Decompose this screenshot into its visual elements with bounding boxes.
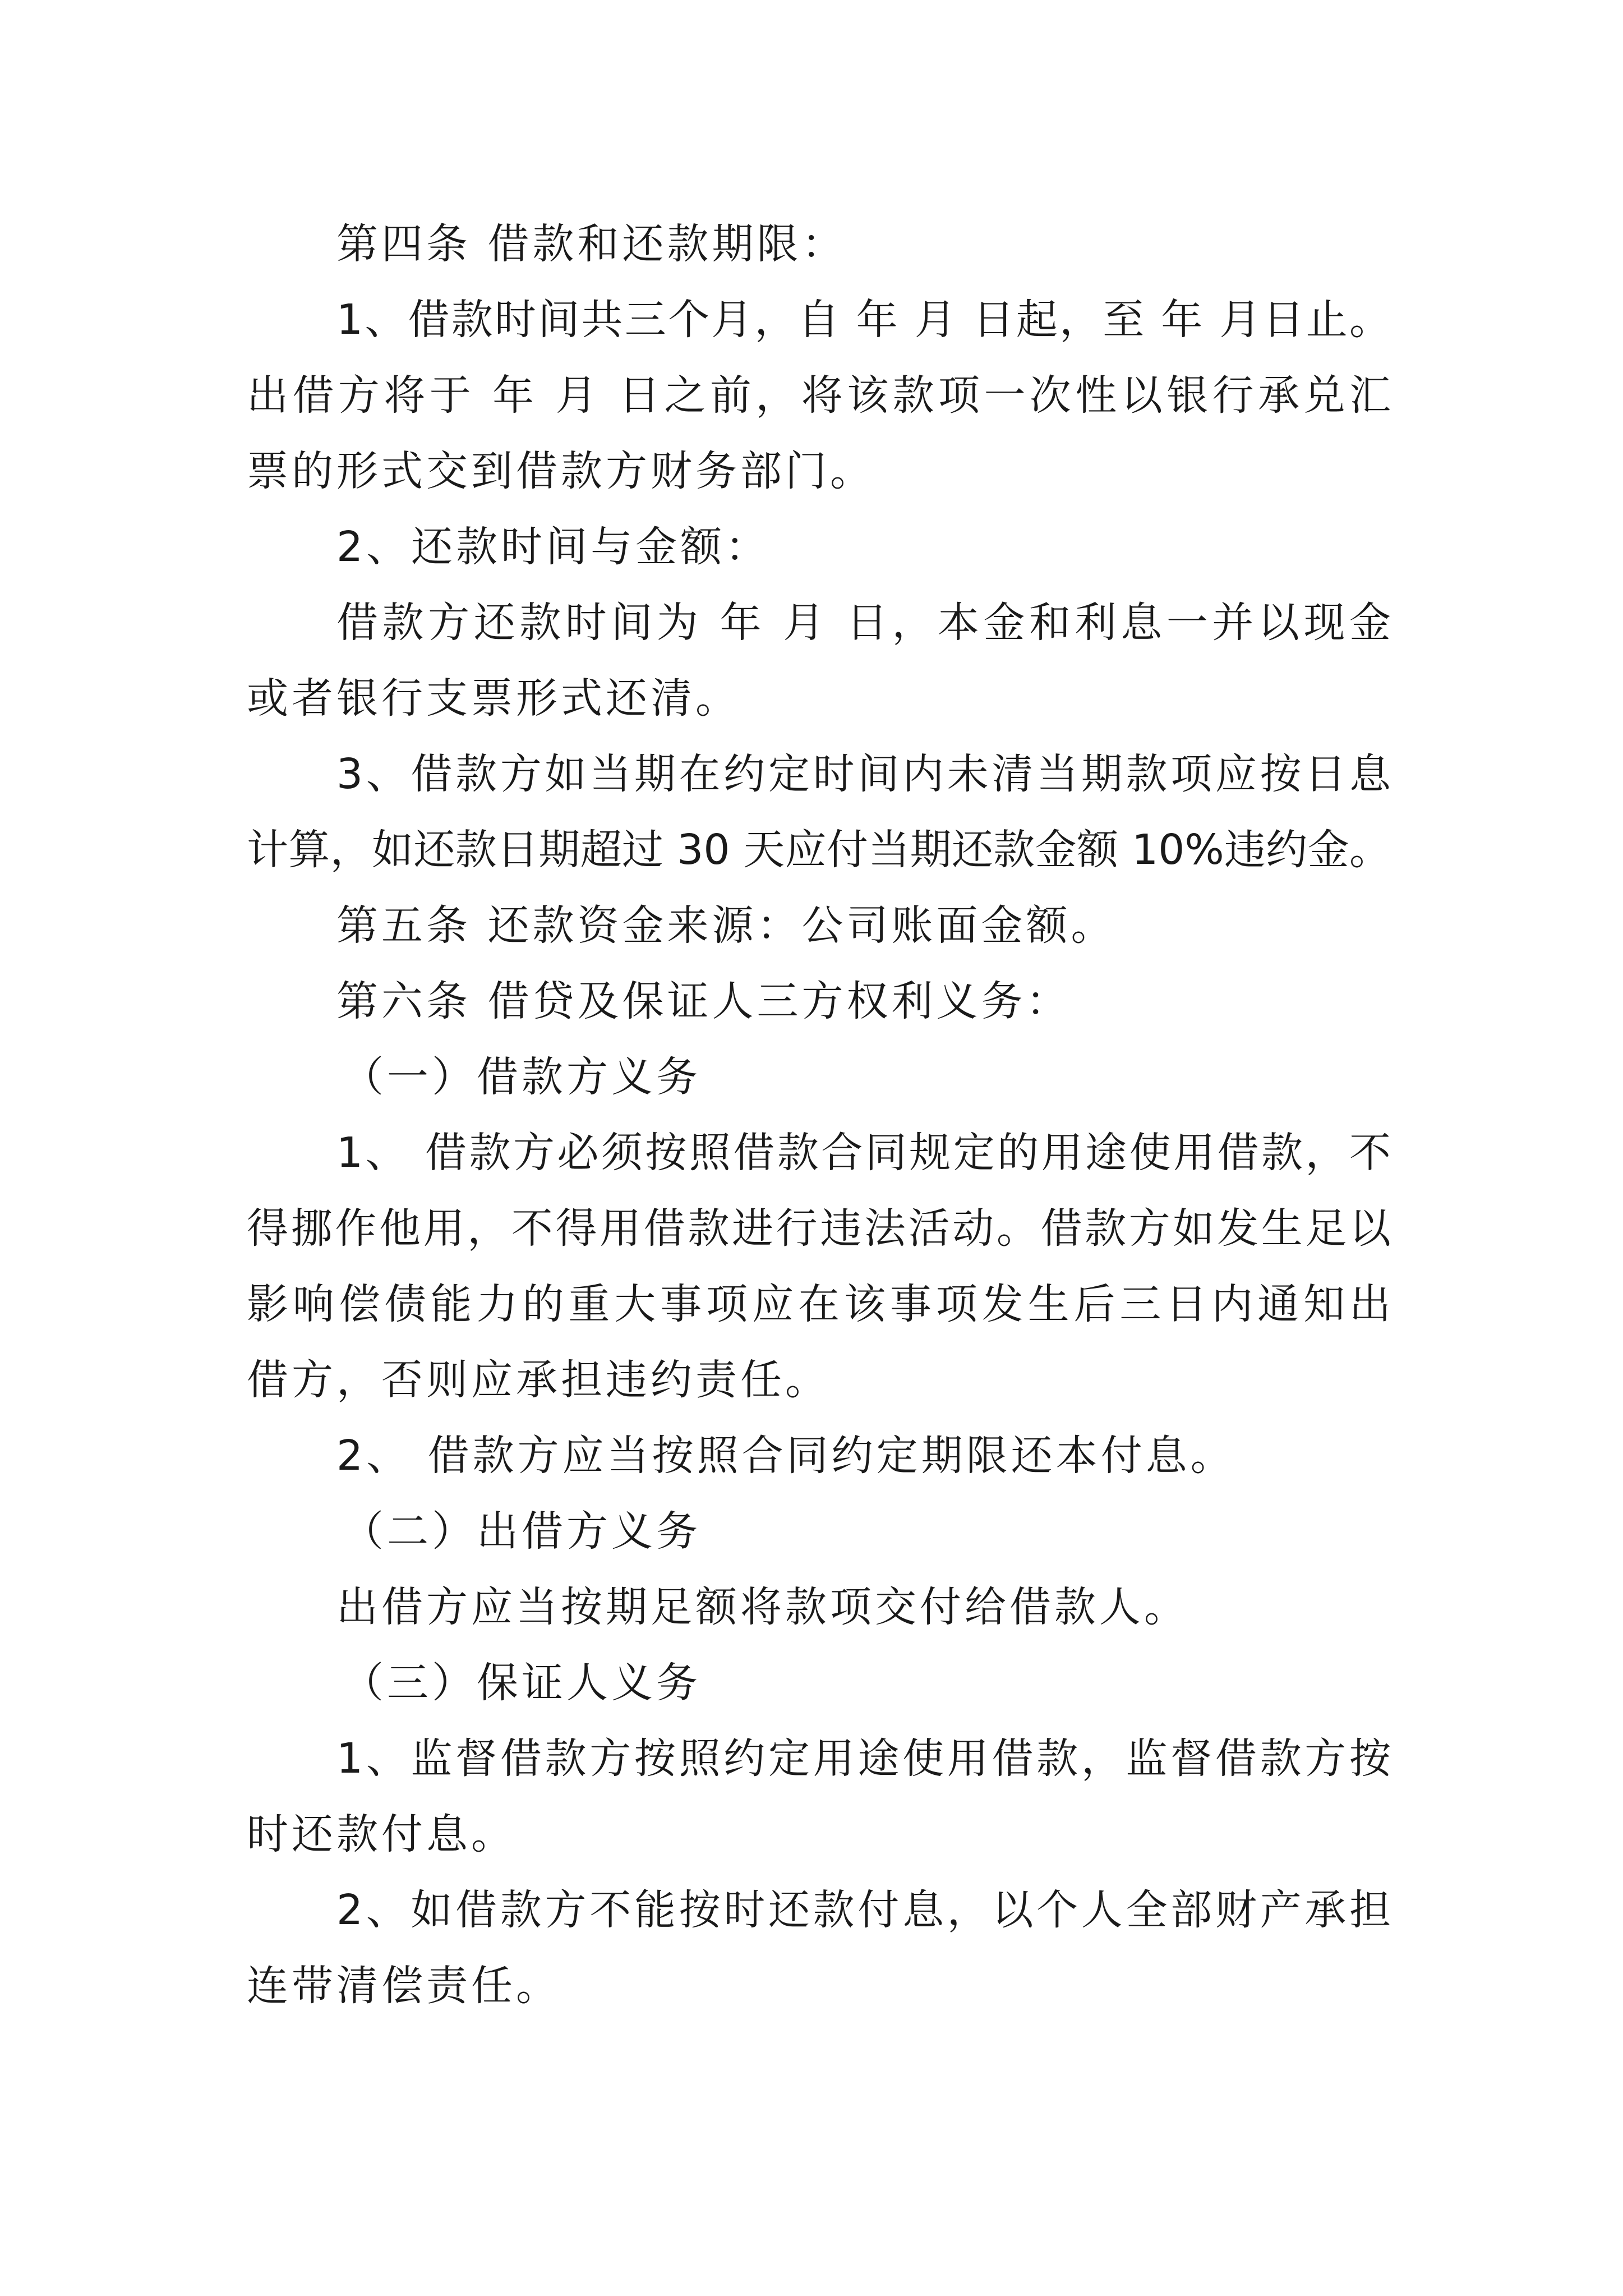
section-heading: （二）出借方义务 — [342, 1507, 701, 1556]
section-heading: （一）借款方义务 — [342, 1053, 701, 1101]
paragraph-line: 1、监督借款方按照约定用途使用借款，监督借款方按 — [336, 1734, 1391, 1783]
paragraph-line: 2、 借款方应当按照合同约定期限还本付息。 — [336, 1432, 1235, 1480]
paragraph-line: 得挪作他用，不得用借款进行违法活动。借款方如发生足以 — [247, 1204, 1391, 1253]
paragraph-line: 1、 借款方必须按照借款合同规定的用途使用借款，不 — [336, 1129, 1391, 1177]
paragraph-line: 或者银行支票形式还清。 — [247, 674, 740, 723]
paragraph-line: 1、借款时间共三个月，自 年 月 日起，至 年 月日止。 — [336, 296, 1391, 344]
paragraph-line: 借款方还款时间为 年 月 日，本金和利息一并以现金 — [336, 599, 1391, 647]
paragraph-line: 出借方将于 年 月 日之前，将该款项一次性以银行承兑汇 — [247, 371, 1391, 420]
article-6-heading: 第六条 借贷及保证人三方权利义务： — [336, 977, 1071, 1025]
paragraph-line: 2、还款时间与金额： — [336, 523, 771, 571]
paragraph-line: 影响偿债能力的重大事项应在该事项发生后三日内通知出 — [247, 1280, 1391, 1328]
paragraph-line: 时还款付息。 — [247, 1810, 516, 1858]
section-heading: （三）保证人义务 — [342, 1659, 701, 1707]
paragraph-line: 2、如借款方不能按时还款付息，以个人全部财产承担 — [336, 1886, 1391, 1934]
paragraph-line: 计算，如还款日期超过 30 天应付当期还款金额 10%违约金。 — [247, 826, 1391, 874]
paragraph-line: 3、借款方如当期在约定时间内未清当期款项应按日息 — [336, 750, 1391, 798]
paragraph-line: 借方，否则应承担违约责任。 — [247, 1356, 830, 1404]
document-page — [247, 0, 1391, 2296]
paragraph-line: 出借方应当按期足额将款项交付给借款人。 — [336, 1583, 1189, 1631]
article-5-heading: 第五条 还款资金来源：公司账面金额。 — [336, 901, 1116, 950]
paragraph-line: 票的形式交到借款方财务部门。 — [247, 447, 875, 495]
paragraph-line: 连带清偿责任。 — [247, 1962, 561, 2010]
article-4-heading: 第四条 借款和还款期限： — [336, 220, 847, 268]
